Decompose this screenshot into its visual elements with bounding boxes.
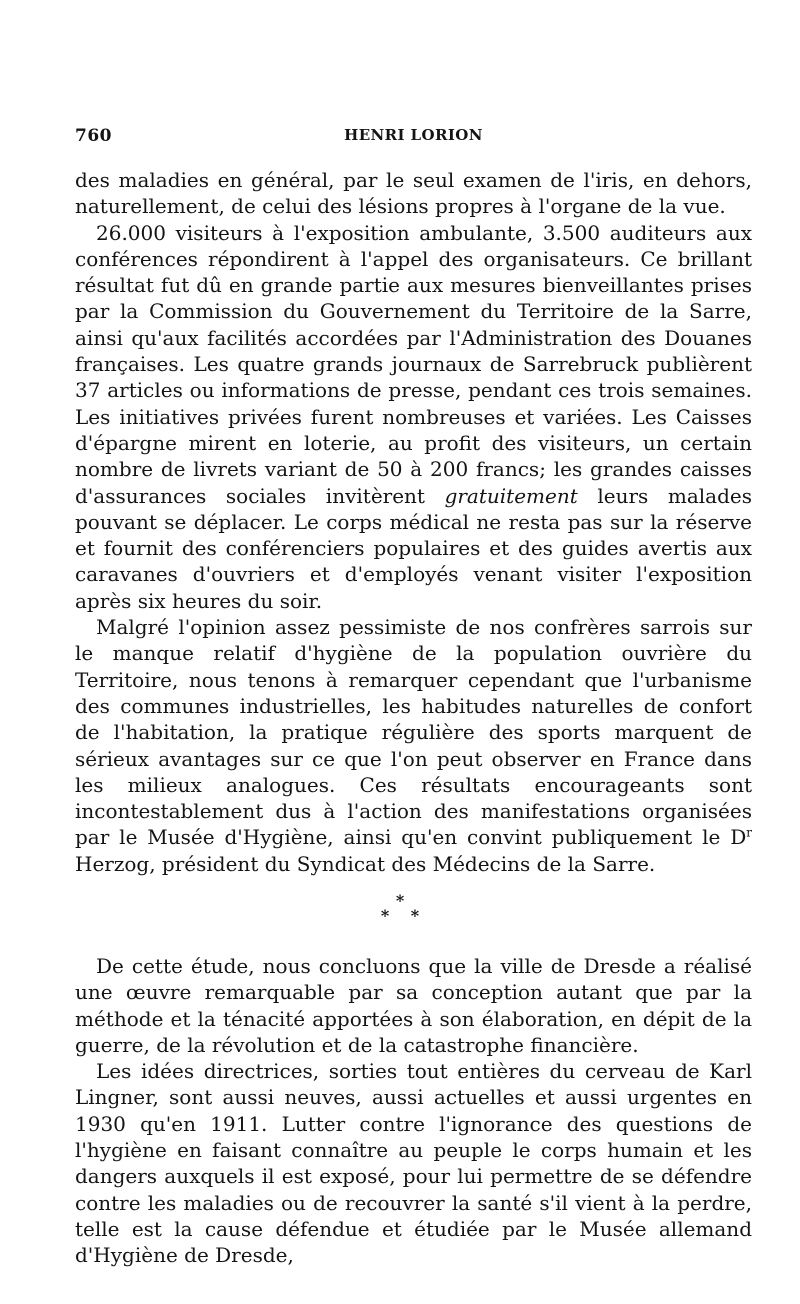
page-header <box>75 126 752 148</box>
paragraph-ideas <box>75 1058 752 1268</box>
text-block-bottom <box>75 953 752 1269</box>
superscript: r <box>746 825 752 840</box>
paragraph-text-after: Herzog, président du Syndicat des Médecins de la Sarre. <box>75 851 656 876</box>
paragraph-text: Malgré l'opinion assez pessimiste de nos confrères sarrois sur le manque relatif d'hygiène de la population ouvrière du Territoire, nous tenons à remarquer cependant que l'urbanisme des communes industrielles, les habitudes naturelles de confort de l'habitation, la pratique régulière des sports marquent de sérieux avantages sur ce que l'on peut observer en France dans les milieux analogues. Ces résultats encourageants sont incontestablement dus à l'action des manifestations organisées par le Musée d'Hygiène, ainsi qu'en convint publiquement le D <box>75 615 752 850</box>
paragraph-hygiene <box>75 614 752 877</box>
italic-word: gratuitement <box>444 483 578 508</box>
paragraph-text: De cette étude, nous concluons que la ville de Dresde a réalisé une œuvre remarquable par sa conception autant que par la méthode et la ténacité apportées à son élaboration, en dépit de la guerre, de la révolution et de la catastrophe financière. <box>75 954 752 1057</box>
paragraph-continuation <box>75 167 752 220</box>
asterism-top: * <box>395 891 405 910</box>
running-title: HENRI LORION <box>344 126 483 144</box>
paragraph-text-after: leurs malades pouvant se déplacer. Le corps médical ne resta pas sur la réserve et fournit des conférenciers populaires et des guides avertis aux caravanes d'ouvriers et d'employés venant visiter l'exposition après six heures du soir. <box>75 483 752 613</box>
section-separator <box>0 893 800 923</box>
paragraph-text: 26.000 visiteurs à l'exposition ambulante, 3.500 auditeurs aux conférences répondirent à l'appel des organisateurs. Ce brillant résultat fut dû en grande partie aux mesures bienveillantes prises par la Commission du Gouvernement du Territoire de la Sarre, ainsi qu'aux facilités accordées par l'Administration des Douanes françaises. Les quatre grands journaux de Sarrebruck publièrent 37 articles ou informations de presse, pendant ces trois semaines. Les initiatives privées furent nombreuses et variées. Les Caisses d'épargne mirent en loterie, au profit des visiteurs, un certain nombre de livrets variant de 50 à 200 francs; les grandes caisses d'assurances sociales invitèrent <box>75 220 752 508</box>
paragraph-conclusion <box>75 953 752 1058</box>
paragraph-text: des maladies en général, par le seul examen de l'iris, en dehors, naturellement, de celui des lésions propres à l'organe de la vue. <box>75 168 752 219</box>
paragraph-exposition <box>75 220 752 614</box>
paragraph-text: Les idées directrices, sorties tout entières du cerveau de Karl Lingner, sont aussi neuves, aussi actuelles et aussi urgentes en 1930 qu'en 1911. Lutter contre l'ignorance des questions de l'hygiène en faisant connaître au peuple le corps humain et les dangers auxquels il est exposé, pour lui permettre de se défendre contre les maladies ou de recouvrer la santé s'il vient à la perdre, telle est la cause défendue et étudiée par le Musée allemand d'Hygiène de Dresde, <box>75 1059 752 1268</box>
text-block-top <box>75 167 752 877</box>
asterism-bottom: * * <box>380 906 428 925</box>
page-number: 760 <box>75 126 112 146</box>
